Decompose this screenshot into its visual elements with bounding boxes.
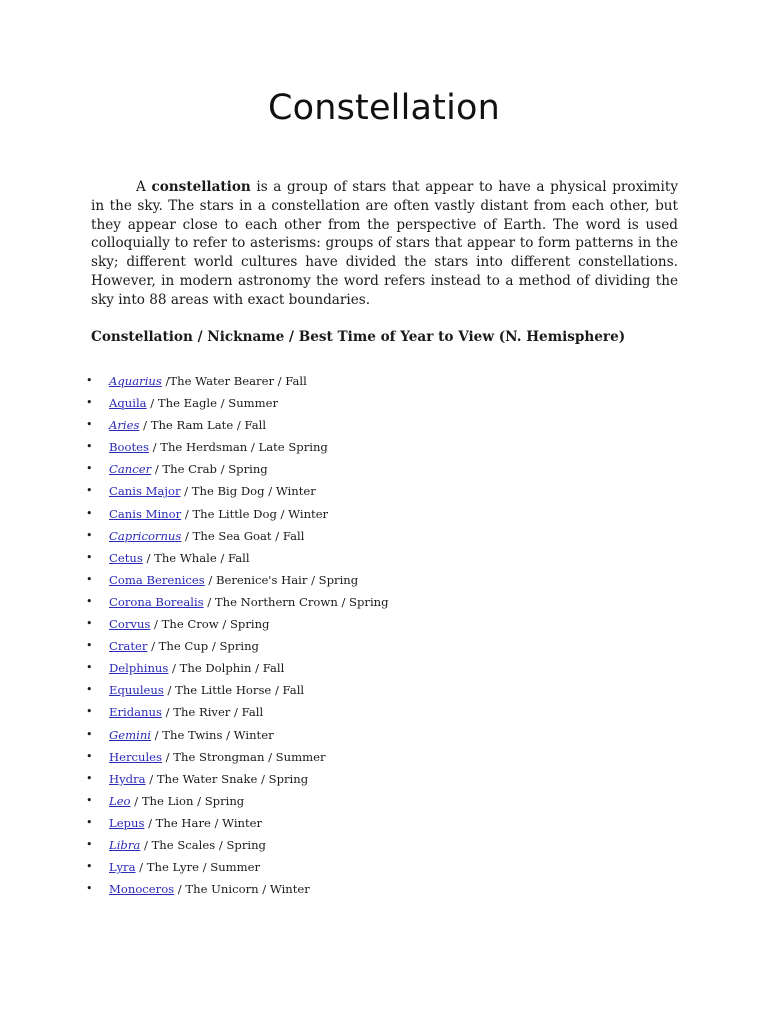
bullet-icon: • [86, 506, 93, 520]
bullet-icon: • [86, 418, 93, 432]
list-item [0, 436, 768, 458]
list-item [0, 856, 768, 878]
intro-lead: A [136, 179, 146, 195]
constellation-details: / The Unicorn / Winter [174, 882, 310, 897]
constellation-link[interactable]: Aquarius [109, 374, 162, 388]
constellation-link[interactable]: Monoceros [109, 882, 175, 897]
list-item-entry [109, 591, 389, 613]
constellation-link[interactable]: Lepus [109, 815, 145, 830]
list-item [0, 812, 768, 834]
bullet-icon: • [86, 661, 93, 675]
list-item-entry [109, 525, 304, 547]
constellation-details: / The Twins / Winter [151, 727, 274, 742]
constellation-details: / The Hare / Winter [144, 815, 263, 830]
constellation-details: / The Little Dog / Winter [181, 506, 329, 521]
constellation-details: / The Eagle / Summer [146, 396, 279, 411]
bullet-icon: • [86, 837, 93, 851]
bullet-icon: • [86, 396, 93, 410]
constellation-link[interactable]: Aries [109, 418, 140, 433]
constellation-link[interactable]: Libra [109, 837, 141, 852]
list-item [0, 392, 768, 414]
list-item [0, 768, 768, 790]
bullet-icon: • [86, 860, 93, 874]
list-item-entry [109, 547, 250, 569]
constellation-link[interactable]: Canis Minor [109, 506, 182, 521]
constellation-details: / The Dolphin / Fall [168, 661, 285, 676]
list-item-entry [109, 635, 259, 657]
list-item-entry [109, 458, 268, 480]
list-item-entry [109, 370, 307, 392]
constellation-details: / The Scales / Spring [140, 837, 266, 852]
constellation-link[interactable]: Equuleus [109, 683, 164, 698]
constellation-details: / The Strongman / Summer [162, 749, 326, 764]
list-item-entry [109, 856, 260, 878]
bullet-icon: • [86, 374, 93, 387]
list-item [0, 746, 768, 768]
list-item [0, 679, 768, 701]
constellation-list [0, 370, 768, 900]
bullet-icon: • [86, 683, 93, 697]
bullet-icon: • [86, 727, 93, 741]
list-item [0, 414, 768, 436]
constellation-details: / The Little Horse / Fall [163, 683, 305, 698]
list-item-entry [109, 436, 328, 458]
intro-term: constellation [151, 179, 251, 195]
bullet-icon: • [86, 528, 93, 542]
list-item-entry [109, 414, 266, 436]
list-item-entry [109, 878, 310, 900]
list-item [0, 635, 768, 657]
constellation-link[interactable]: Canis Major [109, 484, 181, 499]
constellation-details: / The River / Fall [161, 705, 264, 720]
constellation-details: / The Herdsman / Late Spring [148, 440, 328, 455]
list-heading: Constellation / Nickname / Best Time of Year to View (N. Hemisphere) [91, 329, 626, 345]
list-item-entry [109, 392, 278, 414]
list-item [0, 701, 768, 723]
bullet-icon: • [86, 771, 93, 785]
list-item [0, 657, 768, 679]
bullet-icon: • [86, 882, 93, 896]
constellation-details: / Berenice's Hair / Spring [204, 572, 359, 587]
constellation-link[interactable]: Crater [109, 639, 148, 654]
list-item-entry [109, 503, 328, 525]
bullet-icon: • [86, 639, 93, 653]
constellation-details: / The Crab / Spring [151, 462, 268, 477]
list-item [0, 834, 768, 856]
bullet-icon: • [86, 617, 93, 631]
bullet-icon: • [86, 550, 93, 564]
list-item-entry [109, 679, 304, 701]
bullet-icon: • [86, 749, 93, 763]
constellation-link[interactable]: Gemini [109, 727, 151, 742]
page-title: Constellation [267, 88, 501, 128]
constellation-details: / The Water Snake / Spring [145, 771, 309, 786]
list-item-entry [109, 701, 263, 723]
list-item [0, 569, 768, 591]
constellation-details: / The Lyre / Summer [135, 860, 261, 875]
list-item [0, 878, 768, 900]
constellation-details: /The Water Bearer / Fall [161, 374, 307, 388]
list-item [0, 547, 768, 569]
constellation-link[interactable]: Lyra [109, 860, 136, 875]
intro-body: is a group of stars that appear to have a physical proximity in the sky. The stars in a constellation are often vastly distant from each other, but they appear close to each other from the perspective of Earth. The word is used colloquially to refer to asterisms: groups of stars that appear to form patterns in the sky; different world cultures have divided the stars into different constellations. However, in modern astronomy the word refers instead to a method of dividing the sky into 88 areas with exact boundaries. [91, 179, 679, 308]
constellation-details: / The Cup / Spring [147, 639, 259, 654]
list-item [0, 724, 768, 746]
constellation-link[interactable]: Aquila [109, 396, 147, 411]
list-item-entry [109, 480, 316, 502]
constellation-link[interactable]: Capricornus [109, 528, 182, 543]
bullet-icon: • [86, 462, 93, 476]
list-item [0, 613, 768, 635]
list-item-entry [109, 746, 325, 768]
constellation-details: / The Northern Crown / Spring [203, 594, 389, 609]
constellation-link[interactable]: Eridanus [109, 705, 162, 720]
bullet-icon: • [86, 705, 93, 719]
constellation-link[interactable]: Delphinus [109, 661, 169, 676]
constellation-details: / The Sea Goat / Fall [181, 528, 305, 543]
list-item [0, 480, 768, 502]
constellation-link[interactable]: Hydra [109, 771, 146, 786]
list-item [0, 458, 768, 480]
list-item [0, 525, 768, 547]
constellation-details: / The Big Dog / Winter [180, 484, 316, 499]
constellation-details: / The Lion / Spring [130, 793, 245, 808]
bullet-icon: • [86, 484, 93, 498]
constellation-link[interactable]: Bootes [109, 440, 149, 455]
list-item-entry [109, 768, 308, 790]
constellation-details: / The Crow / Spring [150, 617, 270, 632]
list-item [0, 370, 768, 392]
list-item-entry [109, 613, 269, 635]
bullet-icon: • [86, 815, 93, 829]
list-item [0, 790, 768, 812]
list-item-entry [109, 724, 274, 746]
constellation-link[interactable]: Coma Berenices [109, 572, 205, 587]
constellation-link[interactable]: Leo [109, 793, 131, 808]
list-item-entry [109, 834, 266, 856]
constellation-link[interactable]: Cancer [109, 462, 152, 477]
bullet-icon: • [86, 440, 93, 454]
list-item-entry [109, 569, 358, 591]
bullet-icon: • [86, 572, 93, 586]
bullet-icon: • [86, 594, 93, 608]
intro-paragraph [91, 178, 678, 310]
constellation-link[interactable]: Hercules [109, 749, 162, 764]
constellation-details: / The Whale / Fall [142, 550, 250, 565]
list-item-entry [109, 812, 262, 834]
list-item-entry [109, 790, 244, 812]
list-item-entry [109, 657, 284, 679]
list-item [0, 591, 768, 613]
constellation-link[interactable]: Cetus [109, 550, 143, 565]
list-item [0, 503, 768, 525]
constellation-link[interactable]: Corvus [109, 617, 151, 632]
constellation-details: / The Ram Late / Fall [139, 418, 267, 433]
bullet-icon: • [86, 793, 93, 807]
constellation-link[interactable]: Corona Borealis [109, 594, 204, 609]
